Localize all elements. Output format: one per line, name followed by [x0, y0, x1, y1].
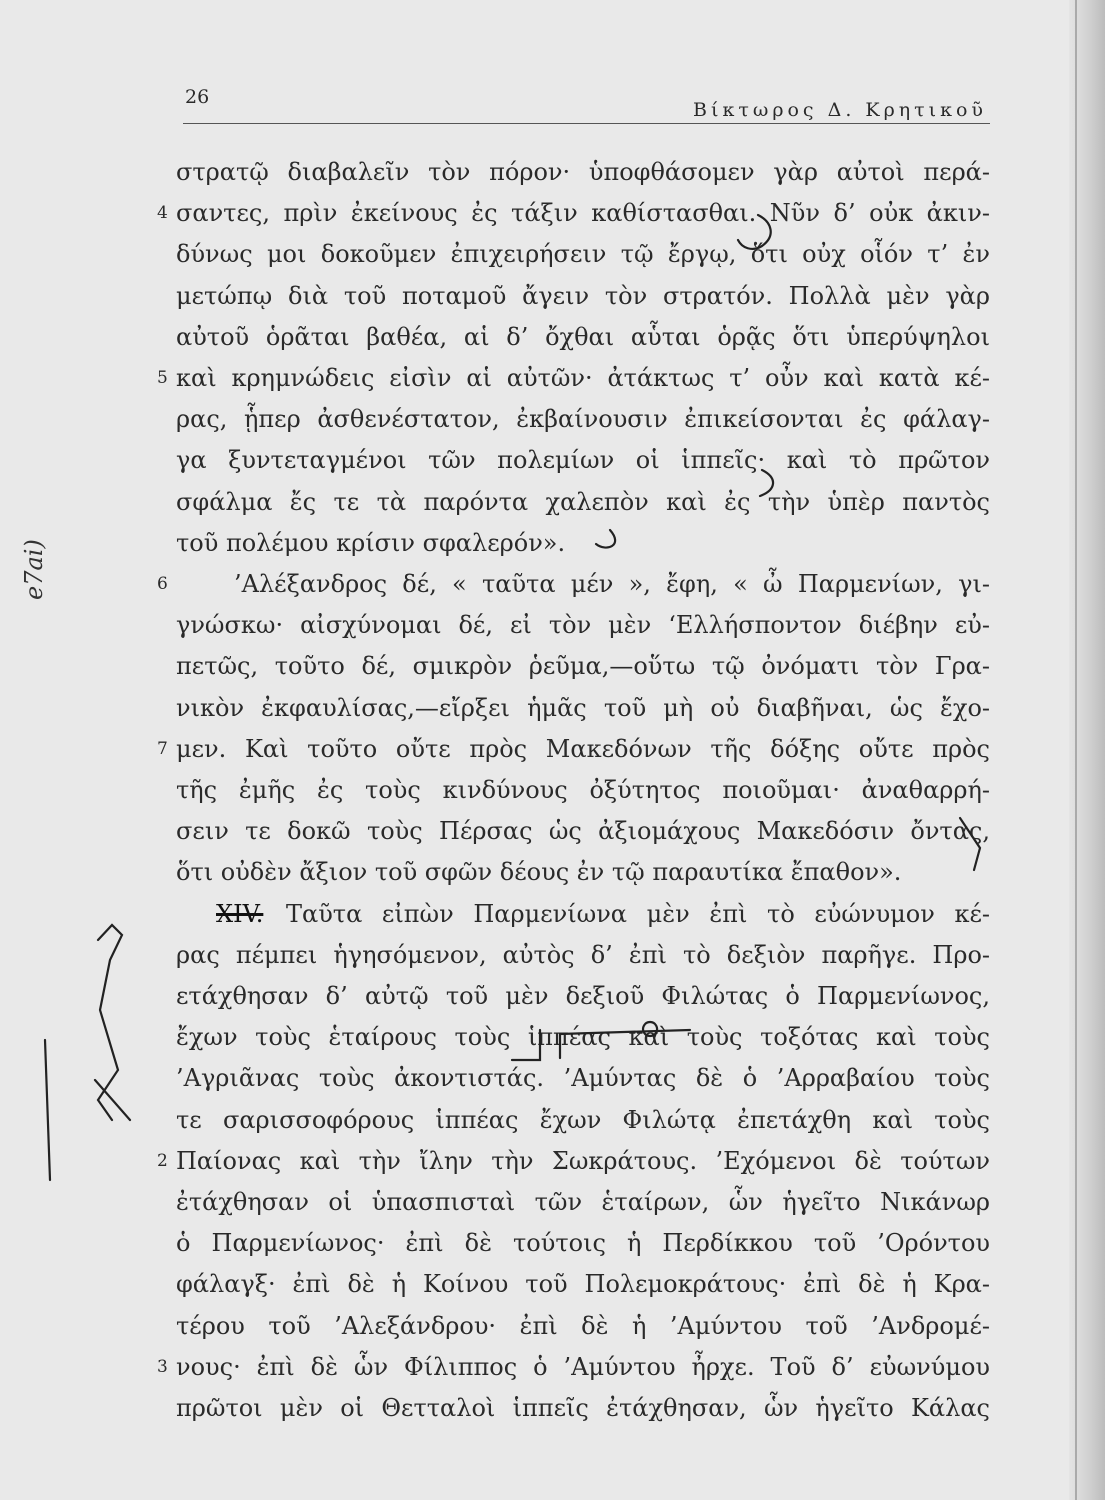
line-text: ’Αλέξανδρος δέ, « ταῦτα μέν », ἔφη, « ὦ Παρμενίων, γι- [234, 570, 990, 598]
section-number: 2 [157, 1150, 168, 1171]
line-text: γνώσκω· αἰσχύνομαι δέ, εἰ τὸν μὲν ‘Ελλήσποντον διέβην εὐ- [176, 611, 990, 640]
line-text: αὐτοῦ ὁρᾶται βαθέα, αἱ δ’ ὄχθαι αὗται ὁρᾷς ὅτι ὑπερύψηλοι [176, 322, 990, 351]
chapter-number: XIV. [216, 899, 264, 928]
section-number: 4 [157, 203, 168, 224]
bracket-mark-2 [760, 470, 773, 496]
margin-line [45, 1040, 50, 1180]
line-text: μεν. Καὶ τοῦτο οὔτε πρὸς Μακεδόνων τῆς δόξης οὔτε πρὸς [176, 734, 990, 763]
line-text: δύνως μοι δοκοῦμεν ἐπιχειρήσειν τῷ ἔργῳ, ὅτι οὐχ οἷόν τ’ ἐν [176, 240, 990, 269]
line-text: σαντες, πρὶν ἐκείνους ἐς τάξιν καθίστασθαι. Νῦν δ’ οὐκ ἀκιν- [176, 199, 990, 228]
margin-note: e7ai) [20, 539, 48, 600]
line-text: γα ξυντεταγμένοι τῶν πολεμίων οἱ ἱππεῖς· καὶ τὸ πρῶτον [176, 446, 990, 475]
line-text: ἔχων τοὺς ἑταίρους τοὺς ἱππέας καὶ τοὺς τοξότας καὶ τοὺς [176, 1023, 990, 1052]
line-text: τε σαρισσοφόρους ἱππέας ἔχων Φιλώτᾳ ἐπετάχθη καὶ τοὺς [176, 1105, 990, 1134]
line-text: πρῶτοι μὲν οἱ Θετταλοὶ ἱππεῖς ἐτάχθησαν, ὧν ἡγεῖτο Κάλας [176, 1394, 990, 1422]
line-text: ρας, ᾗπερ ἀσθενέστατον, ἐκβαίνουσιν ἐπικείσονται ἐς φάλαγ- [176, 405, 990, 434]
line-text: τῆς ἐμῆς ἐς τοὺς κινδύνους ὀξύτητος ποιοῦμαι· ἀναθαρρή- [176, 776, 990, 804]
line-text: μετώπῳ διὰ τοῦ ποταμοῦ ἄγειν τὸν στρατόν. Πολλὰ μὲν γὰρ [176, 281, 990, 310]
bracket-box-left [512, 1030, 540, 1060]
line-text: ετάχθησαν δ’ αὐτῷ τοῦ μὲν δεξιοῦ Φιλώτας ὁ Παρμενίωνος, [176, 982, 990, 1010]
line-text: σειν τε δοκῶ τοὺς Πέρσας ὡς ἀξιομάχους Μακεδόσιν ὄντας, [176, 817, 990, 846]
bracket-box-right [560, 1030, 690, 1058]
section-number: 5 [157, 368, 168, 388]
line-text: ’Αγριᾶνας τοὺς ἀκοντιστάς. ’Αμύντας δὲ ὁ ’Αρραβαίου τοὺς [176, 1064, 990, 1093]
line-text: φάλαγξ· ἐπὶ δὲ ἡ Κοίνου τοῦ Πολεμοκράτους· ἐπὶ δὲ ἡ Κρα- [176, 1270, 990, 1299]
line-text: Παίονας καὶ τὴν ἴλην τὴν Σωκράτους. ’Εχόμενοι δὲ τούτων [176, 1146, 990, 1175]
line-text: νικὸν ἐκφαυλίσας,—εἴρξει ἡμᾶς τοῦ μὴ οὐ διαβῆναι, ὡς ἔχο- [176, 693, 990, 722]
bracket-mark-3 [596, 530, 615, 548]
figure-doodle [95, 925, 130, 1120]
line-text: Ταῦτα εἰπὼν Παρμενίωνα μὲν ἐπὶ τὸ εὐώνυμον κέ- [286, 899, 990, 928]
line-text: καὶ κρημνώδεις εἰσὶν αἱ αὐτῶν· ἀτάκτως τ’ οὖν καὶ κατὰ κέ- [176, 364, 990, 392]
small-circle [643, 1022, 657, 1036]
page-number: 26 [185, 86, 210, 108]
line-text: τέρου τοῦ ’Αλεξάνδρου· ἐπὶ δὲ ἡ ’Αμύντου τοῦ ’Ανδρομέ- [176, 1311, 990, 1340]
line-text: ρας πέμπει ἡγησόμενον, αὐτὸς δ’ ἐπὶ τὸ δεξιὸν παρῆγε. Προ- [176, 940, 990, 969]
section-number: 6 [157, 574, 168, 594]
line-text: στρατῷ διαβαλεῖν τὸν πόρον· ὑποφθάσομεν γὰρ αὐτοὶ περά- [176, 158, 990, 186]
line-text: τοῦ πολέμου κρίσιν σφαλερόν». [176, 528, 566, 557]
line-text: σφάλμα ἔς τε τὰ παρόντα χαλεπὸν καὶ ἐς τὴν ὑπὲρ παντὸς [176, 487, 990, 516]
running-head: Βίκτωρος Δ. Κρητικοῦ [693, 99, 987, 121]
line-text: ὅτι οὐδὲν ἄξιον τοῦ σφῶν δέους ἐν τῷ παραυτίκα ἔπαθον». [176, 858, 902, 887]
line-text: νους· ἐπὶ δὲ ὧν Φίλιππος ὁ ’Αμύντου ἦρχε. Τοῦ δ’ εὐωνύμου [176, 1352, 990, 1381]
section-number: 3 [157, 1356, 168, 1377]
section-number: 7 [157, 738, 168, 759]
bracket-mark-4 [960, 818, 980, 870]
bracket-mark-1 [738, 215, 771, 249]
line-text: ἐτάχθησαν οἱ ὑπασπισταὶ τῶν ἑταίρων, ὧν ἡγεῖτο Νικάνωρ [176, 1188, 990, 1216]
line-text: πετῶς, τοῦτο δέ, σμικρὸν ῥεῦμα,—οὕτω τῷ ὀνόματι τὸν Γρα- [176, 652, 990, 681]
line-text: ὁ Παρμενίωνος· ἐπὶ δὲ τούτοις ἡ Περδίκκου τοῦ ’Ορόντου [176, 1229, 990, 1258]
